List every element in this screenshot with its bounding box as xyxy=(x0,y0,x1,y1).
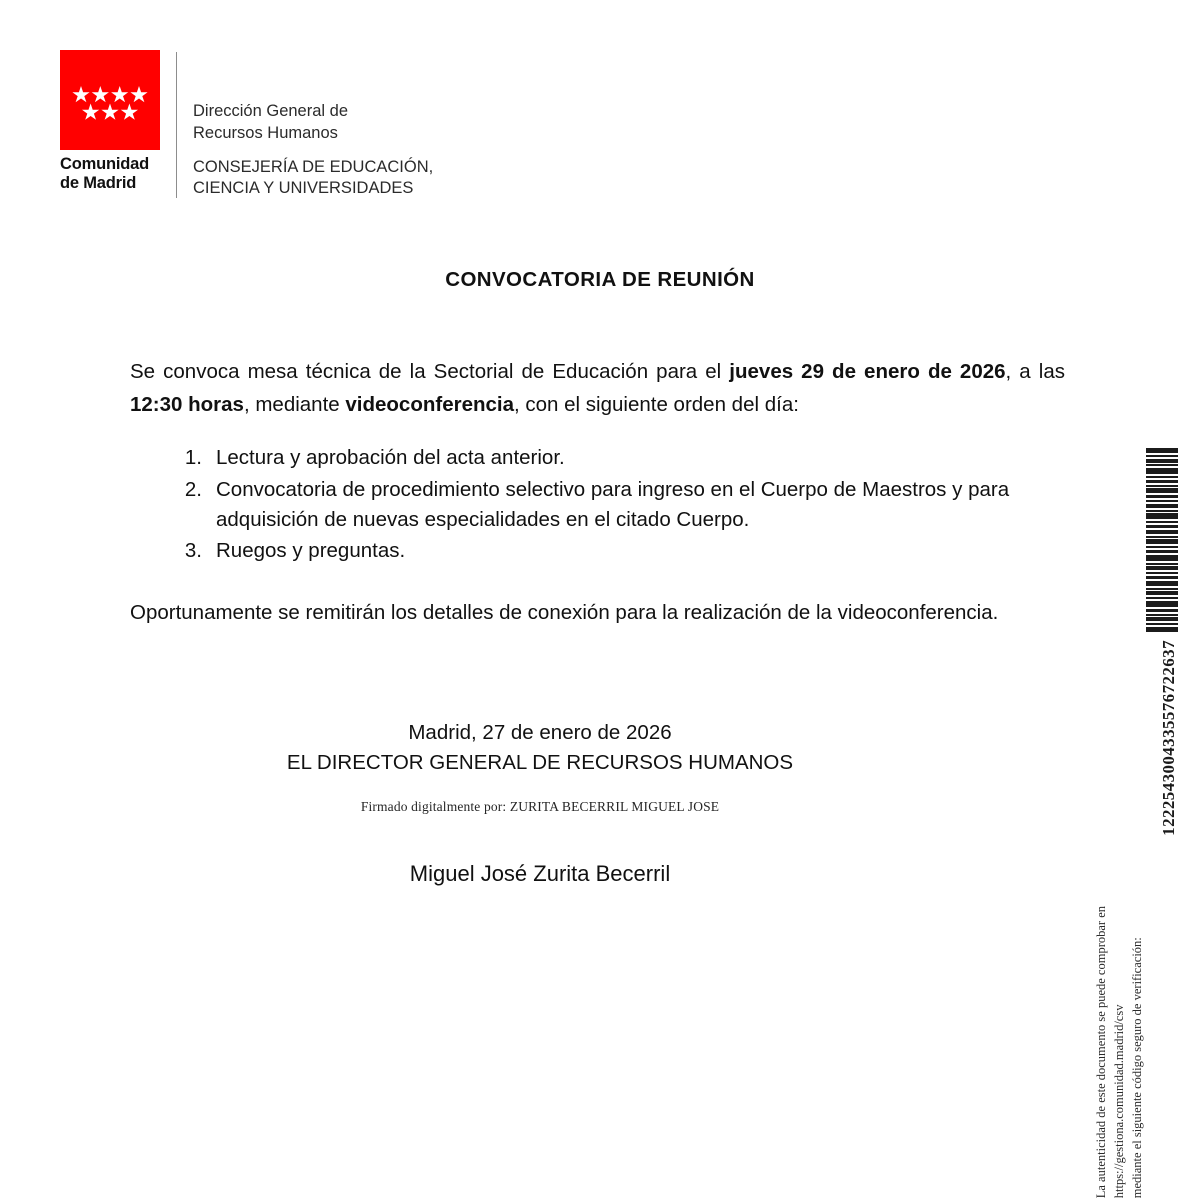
csv-note-line3: mediante el siguiente código seguro de verificación: xyxy=(1129,937,1144,1198)
csv-note-line2: https://gestiona.comunidad.madrid/csv xyxy=(1111,1004,1126,1198)
department-name xyxy=(193,100,433,145)
document-body xyxy=(130,355,1065,629)
barcode-icon xyxy=(1146,448,1178,632)
agenda-list xyxy=(130,443,1065,566)
agenda-item-number: 1. xyxy=(184,446,202,470)
consejeria-name xyxy=(193,157,433,201)
comunidad-de-madrid-logo xyxy=(60,50,164,194)
letterhead xyxy=(60,50,433,200)
intro-date: jueves 29 de enero de 2026 xyxy=(729,360,1006,383)
department-line2: Recursos Humanos xyxy=(193,124,338,143)
signer-name: Miguel José Zurita Becerril xyxy=(409,861,671,887)
intro-part2: , a las xyxy=(1005,360,1065,383)
signature-block xyxy=(0,718,1080,887)
csv-note-line1: La autenticidad de este documento se puede comprobar en xyxy=(1093,906,1108,1198)
agenda-item-number: 2. xyxy=(184,477,202,501)
letterhead-divider xyxy=(176,52,177,198)
agenda-item xyxy=(130,443,1065,473)
logo-wordmark-line2: de Madrid xyxy=(60,174,137,193)
digital-signature-line: Firmado digitalmente por: ZURITA BECERRIL MIGUEL JOSE xyxy=(360,799,720,815)
department-line1: Dirección General de xyxy=(193,102,348,120)
agenda-item-number: 3. xyxy=(184,538,202,562)
intro-mode: videoconferencia xyxy=(345,393,514,417)
intro-paragraph xyxy=(130,355,1065,421)
madrid-flag-icon xyxy=(60,50,160,150)
csv-verification-strip xyxy=(1093,0,1200,1198)
document-title: CONVOCATORIA DE REUNIÓN xyxy=(445,268,755,291)
csv-verification-note xyxy=(1093,906,1146,1198)
agenda-item xyxy=(130,536,1065,566)
csv-code: 1222543004335576722637 xyxy=(1159,640,1178,836)
intro-part3: , mediante xyxy=(243,393,346,417)
letterhead-text xyxy=(193,50,433,200)
signature-role: EL DIRECTOR GENERAL DE RECURSOS HUMANOS xyxy=(286,750,794,774)
signature-place-date: Madrid, 27 de enero de 2026 xyxy=(408,721,672,744)
consejeria-line1: CONSEJERÍA DE EDUCACIÓN, xyxy=(193,157,434,176)
closing-paragraph: Oportunamente se remitirán los detalles de conexión para la realización de la videoconferencia. xyxy=(130,600,999,624)
intro-part4: , con el siguiente orden del día: xyxy=(514,393,799,417)
intro-time: 12:30 horas xyxy=(130,393,244,417)
logo-wordmark xyxy=(60,155,164,194)
intro-part1: Se convoca mesa técnica de la Sectorial de Educación para el xyxy=(130,360,730,383)
agenda-item-text: Lectura y aprobación del acta anterior. xyxy=(216,446,565,470)
logo-wordmark-line1: Comunidad xyxy=(60,155,149,173)
agenda-item xyxy=(130,475,1065,535)
consejeria-line2: CIENCIA Y UNIVERSIDADES xyxy=(193,179,414,198)
agenda-item-text: Convocatoria de procedimiento selectivo para ingreso en el Cuerpo de Maestros y para adquisición de nuevas especialidades en el citado Cuerpo. xyxy=(216,477,1010,531)
agenda-item-text: Ruegos y preguntas. xyxy=(216,538,406,562)
